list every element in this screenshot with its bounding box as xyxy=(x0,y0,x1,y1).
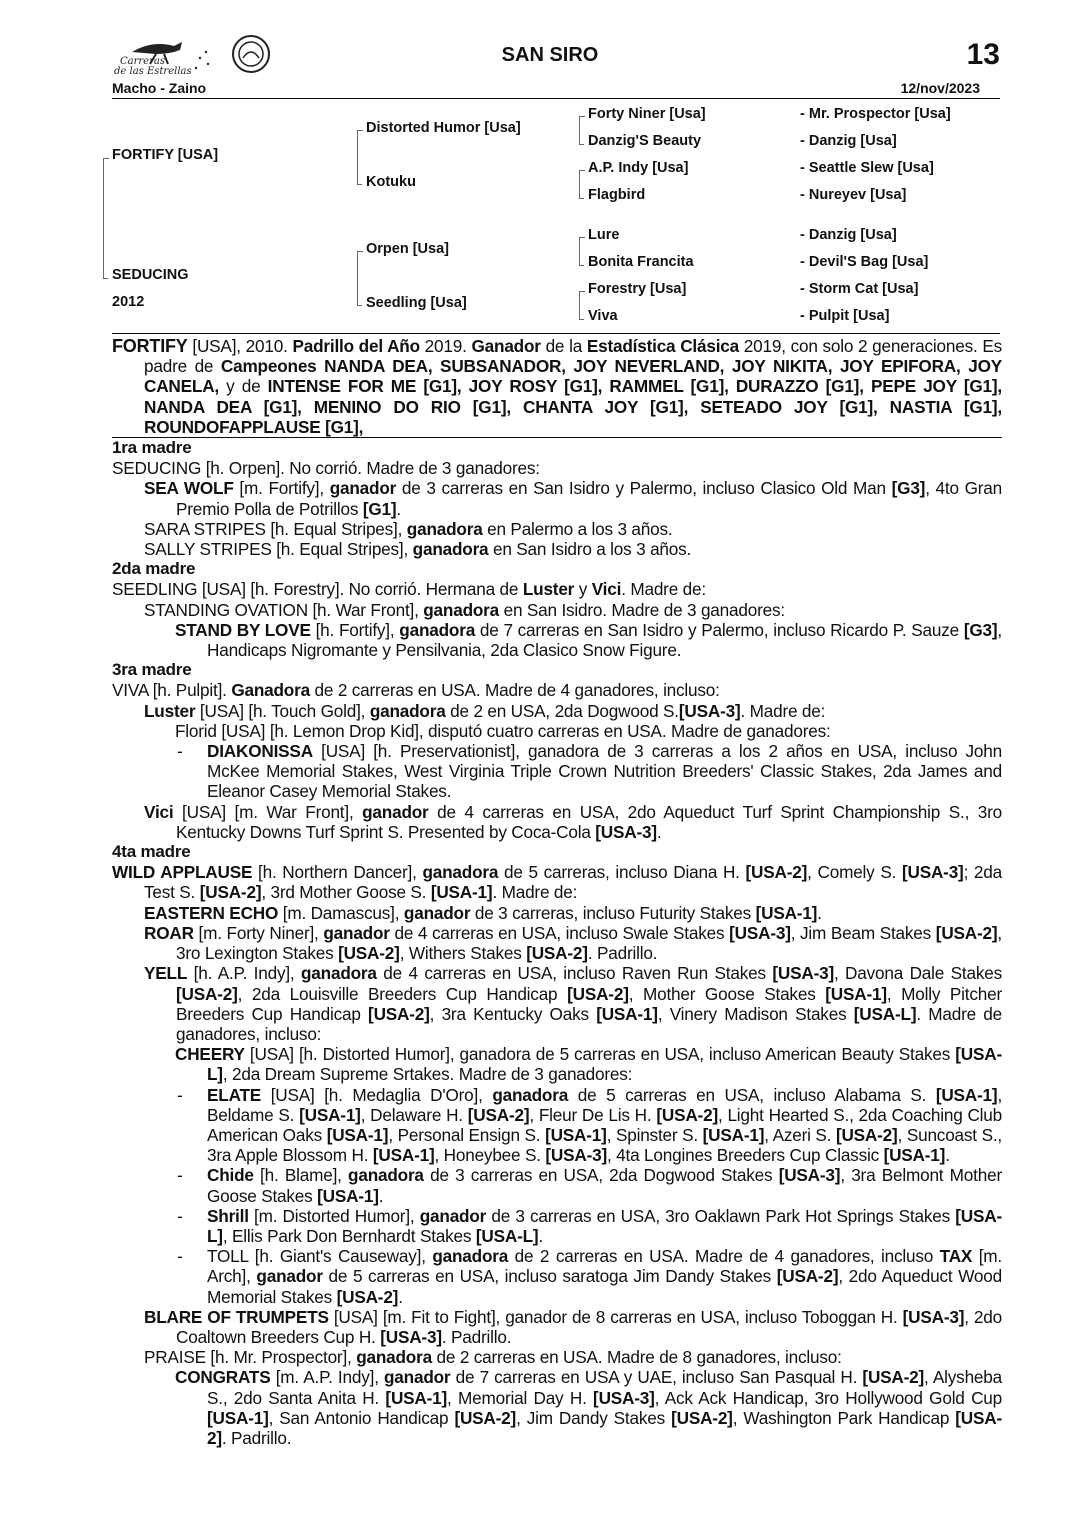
m4-entry xyxy=(144,903,1002,923)
m1-a-name: SEA WOLF xyxy=(144,478,234,499)
m1-a-t1: [m. Fortify], xyxy=(233,478,330,499)
gen2-bracket-2 xyxy=(357,251,363,306)
m3-d-t2: de 4 carreras en USA, 2do Aqueduct Turf Sprint Championship S., 3ro Kentucky Downs Turf Sprint S. Presented by Coca-Cola xyxy=(176,801,1002,842)
m3-entry xyxy=(175,721,1002,741)
m4-e-t1: [USA] [h. Medaglia D'Oro], xyxy=(261,1084,493,1105)
m4-i-t2: , 2do Coaltown Breeders Cup H. xyxy=(176,1306,1002,1347)
st-b1: Padrillo del Año xyxy=(292,336,420,356)
m3-a-t1: [USA] [h. Touch Gold], xyxy=(195,700,370,721)
page-title: SAN SIRO xyxy=(501,44,599,66)
pedigree-rule xyxy=(112,333,1000,334)
sex-color: Macho - Zaino xyxy=(112,80,207,96)
m3-entry xyxy=(144,802,1002,842)
list-dash: - xyxy=(177,1205,183,1226)
m4-a-name: EASTERN ECHO xyxy=(144,902,279,923)
m4-f-g1: [USA-3] xyxy=(778,1165,841,1186)
m4-d-name: CHEERY xyxy=(175,1044,245,1065)
list-dash: - xyxy=(177,1246,183,1267)
m4-i-g1: [USA-3] xyxy=(902,1306,965,1327)
sire-summary-name: FORTIFY xyxy=(112,336,188,356)
m4-c-g7: [USA-L] xyxy=(853,1003,917,1024)
m4-entry xyxy=(144,963,1002,1044)
m4-l0-b1: ganadora xyxy=(422,862,499,883)
m4-e-g7: [USA-1] xyxy=(702,1124,765,1145)
m4-e-t4: , Delaware H. xyxy=(360,1104,468,1125)
gen3-8: Viva xyxy=(588,308,618,324)
m4-l0-t3: , Comely S. xyxy=(807,862,902,883)
gen3-2: Danzig'S Beauty xyxy=(588,133,702,149)
gen2-tick-2 xyxy=(357,305,362,306)
m1-b-t1: SARA STRIPES [h. Equal Stripes], xyxy=(144,518,407,539)
m4-c-name: YELL xyxy=(144,963,188,984)
m4-f-g2: [USA-1] xyxy=(317,1185,379,1206)
m1-a-b1: ganador xyxy=(329,478,397,499)
m4-b-g4: [USA-2] xyxy=(526,943,588,964)
m4-f-t3: , 3ra Belmont Mother Goose Stakes xyxy=(207,1165,1002,1206)
m4-e-t8: , Spinster S. xyxy=(606,1124,703,1145)
st-b2: Ganador xyxy=(471,336,541,356)
m4-e-t13: . xyxy=(945,1145,950,1166)
gen1-bracket xyxy=(103,158,109,279)
m1-c-b1: ganadora xyxy=(412,539,489,560)
catalog-body xyxy=(112,336,1002,1448)
m4-entry xyxy=(144,923,1002,963)
m3-a-t2: de 2 en USA, 2da Dogwood S. xyxy=(445,700,679,721)
m4-j-t2: de 2 carreras en USA. Madre de 8 ganadores, incluso: xyxy=(431,1347,842,1368)
logo-graphic xyxy=(112,34,282,78)
m4-l0-t1: [h. Northern Dancer], xyxy=(252,862,423,883)
m4-e-t6: , Light Hearted S., 2da Coaching Club American Oaks xyxy=(207,1104,1002,1145)
m4-e-t9: , Azeri S. xyxy=(764,1124,836,1145)
dam-year: 2012 xyxy=(112,294,145,310)
gen4-6-label: Devil'S Bag [Usa] xyxy=(808,254,929,270)
m1-a-t4: . xyxy=(396,498,401,519)
m4-f-t1: [h. Blame], xyxy=(253,1165,349,1186)
list-dash: - xyxy=(177,1084,183,1105)
gen4-7-label: Storm Cat [Usa] xyxy=(808,281,919,297)
sire-name: FORTIFY [USA] xyxy=(112,147,219,163)
m1-a-g1: [G3] xyxy=(891,478,926,499)
m4-k-t2: de 7 carreras en USA y UAE, incluso San Pasqual H. xyxy=(450,1367,863,1388)
m4-b-t6: . Padrillo. xyxy=(587,943,658,964)
m4-e-g6: [USA-1] xyxy=(545,1124,607,1145)
m3-d-t1: [USA] [m. War Front], xyxy=(173,801,363,822)
gen3-tick-3 xyxy=(579,265,584,266)
gen4-5: - Danzig [Usa] xyxy=(800,227,897,243)
m4-l0-t6: . Madre de: xyxy=(492,882,578,903)
m4-i-t1: [USA] [m. Fit to Fight], ganador de 8 carreras en USA, incluso Toboggan H. xyxy=(328,1306,903,1327)
m4-l0-t2: de 5 carreras, incluso Diana H. xyxy=(498,862,746,883)
m4-a-t3: . xyxy=(817,902,822,923)
m4-e-g10: [USA-3] xyxy=(545,1145,608,1166)
m4-e-g2: [USA-1] xyxy=(299,1104,361,1125)
gen4-4-label: Nureyev [Usa] xyxy=(808,187,907,203)
m4-g-t3: , Ellis Park Don Bernhardt Stakes xyxy=(222,1225,476,1246)
gen2-tick-1 xyxy=(357,184,362,185)
m4-entry xyxy=(144,1307,1002,1347)
m4-j-b1: ganadora xyxy=(356,1347,432,1368)
m4-i-name: BLARE OF TRUMPETS xyxy=(144,1306,329,1327)
m4-k-t8: , Washington Park Handicap xyxy=(732,1407,956,1428)
m4-entry xyxy=(175,1206,1002,1246)
m4-e-b1: ganadora xyxy=(492,1084,569,1105)
m4-l0-t4: ; 2da Test S. xyxy=(144,862,1003,903)
m4-g-name: Shrill xyxy=(207,1205,249,1226)
sire-sire: Distorted Humor [Usa] xyxy=(366,120,521,136)
m4-d-t2: , 2da Dream Supreme Srtakes. Madre de 3 ganadores: xyxy=(222,1064,633,1085)
m4-a-g1: [USA-1] xyxy=(755,902,818,923)
m4-h-t5: , 2do Aqueduct Wood Memorial Stakes xyxy=(207,1266,1002,1307)
gen4-6: - Devil'S Bag [Usa] xyxy=(800,254,929,270)
m4-k-g3: [USA-3] xyxy=(593,1387,655,1408)
m4-b-t4: , 3ro Lexington Stakes xyxy=(176,922,1002,964)
m4-k-b1: ganador xyxy=(384,1367,451,1388)
m4-f-t4: . xyxy=(378,1185,384,1206)
gen4-4: - Nureyev [Usa] xyxy=(800,187,907,203)
m4-h-t1: TOLL [h. Giant's Causeway], xyxy=(207,1246,433,1267)
m4-c-t5: , Mother Goose Stakes xyxy=(628,983,826,1004)
m4-k-g6: [USA-2] xyxy=(671,1407,733,1428)
m3-l0-t2: de 2 carreras en USA. Madre de 4 ganadores, incluso: xyxy=(309,680,720,701)
gen3-bracket-1 xyxy=(579,116,585,145)
m4-k-g1: [USA-2] xyxy=(862,1367,925,1388)
m2-b-t1: [h. Fortify], xyxy=(310,619,400,640)
m4-c-t6: , Molly Pitcher Breeders Cup Handicap xyxy=(176,983,1003,1024)
m4-e-g11: [USA-1] xyxy=(883,1145,946,1166)
m3-l0-b1: Ganadora xyxy=(231,680,310,701)
m4-g-t4: . xyxy=(538,1225,544,1246)
m4-e-t10: , Suncoast S., 3ra Apple Blossom H. xyxy=(207,1124,1002,1166)
m1-a-g2: [G1] xyxy=(362,498,397,519)
m4-l0-name: WILD APPLAUSE xyxy=(112,862,253,883)
m4-c-t3: , Davona Dale Stakes xyxy=(833,963,1002,984)
m1-entry xyxy=(144,519,1002,539)
m4-f-t2: de 3 carreras en USA, 2da Dogwood Stakes xyxy=(423,1165,779,1186)
m2-b-t2: de 7 carreras en San Isidro y Palermo, incluso Ricardo P. Sauze xyxy=(475,619,964,640)
m4-e-g1: [USA-1] xyxy=(935,1084,998,1105)
m4-e-g5: [USA-1] xyxy=(326,1124,389,1145)
gen3-1: Forty Niner [Usa] xyxy=(588,106,706,122)
gen4-3-label: Seattle Slew [Usa] xyxy=(808,160,934,176)
m3-d-t3: . xyxy=(656,821,662,842)
m4-e-t12: , 4ta Longines Breeders Cup Classic xyxy=(607,1145,884,1166)
m4-h-g1: [USA-2] xyxy=(776,1266,839,1287)
m4-b-g3: [USA-2] xyxy=(338,943,400,964)
m4-h-b3: ganador xyxy=(256,1266,323,1287)
sire-dam: Kotuku xyxy=(366,174,416,190)
m2-a-b1: ganadora xyxy=(423,599,500,620)
m2-a-t1: STANDING OVATION [h. War Front], xyxy=(144,599,424,620)
m4-a-b1: ganador xyxy=(403,902,471,923)
gen3-5: Lure xyxy=(588,227,620,243)
m4-c-t8: , Vinery Madison Stakes xyxy=(657,1003,854,1024)
m4-e-t5: , Fleur De Lis H. xyxy=(529,1104,657,1125)
m1-line: SEDUCING [h. Orpen]. No corrió. Madre de 3 ganadores: xyxy=(112,458,540,479)
m4-g-t1: [m. Distorted Humor], xyxy=(248,1205,420,1226)
m4-b-t3: , Jim Beam Stakes xyxy=(790,922,936,943)
brand-logo xyxy=(112,34,282,78)
m4-entry xyxy=(175,1165,1002,1205)
m2-entry xyxy=(144,600,1002,620)
m3-c-t1: [USA] [h. Preservationist], ganadora de 3 carreras a los 2 años en USA, incluso John McKee Memorial Stakes, West Virginia Triple Crown Nutrition Breeders' Classic Stakes, 2da James and Eleanor Casey Memorial Stakes. xyxy=(207,741,1002,802)
m2-b-t3: , Handicaps Nigromante y Pensilvania, 2da Clasico Snow Figure. xyxy=(207,619,1002,661)
m4-k-g5: [USA-2] xyxy=(454,1407,517,1428)
m4-c-g2: [USA-2] xyxy=(176,983,238,1004)
m3-a-g1: [USA-3] xyxy=(678,700,741,721)
m2-entry xyxy=(175,620,1002,660)
m4-e-name: ELATE xyxy=(207,1084,262,1105)
m1-a-t3: , 4to Gran Premio Polla de Potrillos xyxy=(176,478,1002,519)
m4-i-t3: . Padrillo. xyxy=(441,1326,512,1347)
m2-l0-b1: Luster xyxy=(522,579,575,600)
section-heading-2: 2da madre xyxy=(112,559,196,579)
st-b6: INTENSE FOR ME [G1], JOY ROSY [G1], RAMMEL [G1], DURAZZO [G1], PEPE JOY [G1], NANDA DEA [G1], MENINO DO RIO [G1], CHANTA JOY [G1], SETEADO JOY [G1], NASTIA [G1], ROUNDOFAPPLAUSE [G1], xyxy=(144,376,1003,437)
st-t1: [USA], 2010. xyxy=(187,336,293,356)
gen4-3: - Seattle Slew [Usa] xyxy=(800,160,934,176)
m4-e-g3: [USA-2] xyxy=(467,1104,530,1125)
m4-g-t2: de 3 carreras en USA, 3ro Oaklawn Park Hot Springs Stakes xyxy=(486,1205,956,1226)
m1-entry xyxy=(144,478,1002,518)
gen1-tick xyxy=(103,278,108,279)
m3-d-g1: [USA-3] xyxy=(595,821,657,842)
m4-b-t5: , Withers Stakes xyxy=(399,943,527,964)
gen4-1: - Mr. Prospector [Usa] xyxy=(800,106,951,122)
m3-a-t3: . Madre de: xyxy=(740,700,826,721)
m4-g-b1: ganador xyxy=(419,1205,487,1226)
st-t4: 2019, con solo 2 generaciones. Es padre de xyxy=(144,336,1003,377)
m4-l0-t5: , 3rd Mother Goose S. xyxy=(261,882,431,903)
m2-l0-b2: Vici xyxy=(591,579,622,600)
m4-b-g1: [USA-3] xyxy=(729,922,791,943)
m4-entry xyxy=(175,1367,1002,1448)
list-dash: - xyxy=(177,741,183,762)
m4-k-g4: [USA-1] xyxy=(207,1407,269,1428)
m4-c-g1: [USA-3] xyxy=(772,963,834,984)
m4-k-t7: , Jim Dandy Stakes xyxy=(516,1407,672,1428)
st-t2: 2019. xyxy=(419,336,472,356)
m4-c-b1: ganadora xyxy=(301,963,377,984)
m4-k-t4: , Memorial Day H. xyxy=(447,1387,594,1408)
st-t5: y de xyxy=(219,376,268,397)
m4-c-t4: , 2da Louisville Breeders Cup Handicap xyxy=(237,983,568,1004)
m4-d-g1: [USA-L] xyxy=(207,1044,1002,1085)
gen3-6: Bonita Francita xyxy=(588,254,694,270)
gen4-7: - Storm Cat [Usa] xyxy=(800,281,919,297)
m4-c-g6: [USA-1] xyxy=(596,1003,658,1024)
m4-g-g2: [USA-L] xyxy=(475,1225,539,1246)
m2-l0-t2: y xyxy=(574,579,592,600)
m2-line xyxy=(112,579,1002,599)
m3-l0-t1: VIVA [h. Pulpit]. xyxy=(112,680,232,701)
gen3-bracket-2 xyxy=(579,170,585,199)
m3-entry xyxy=(175,741,1002,802)
section-heading-1: 1ra madre xyxy=(112,438,192,458)
m1-b-t2: en Palermo a los 3 años. xyxy=(482,518,673,539)
m4-entry xyxy=(144,1347,1002,1367)
gen4-1-label: Mr. Prospector [Usa] xyxy=(808,106,951,122)
m4-k-g2: [USA-1] xyxy=(385,1387,448,1408)
gen4-2: - Danzig [Usa] xyxy=(800,133,897,149)
m4-e-g8: [USA-2] xyxy=(835,1124,898,1145)
m4-entry xyxy=(175,1246,1002,1307)
m3-entry xyxy=(144,701,1002,721)
svg-text:de las Estrellas: de las Estrellas xyxy=(114,66,192,77)
list-dash: - xyxy=(177,1165,183,1186)
m3-d-name: Vici xyxy=(144,801,174,822)
m4-c-t2: de 4 carreras en USA, incluso Raven Run Stakes xyxy=(376,963,773,984)
gen3-4: Flagbird xyxy=(588,187,646,203)
m4-h-t3: [m. Arch], xyxy=(207,1246,1002,1287)
m4-g-g1: [USA-L] xyxy=(207,1205,1002,1246)
m4-d-t1: [USA] [h. Distorted Humor], ganadora de 5 carreras en USA, incluso American Beauty Stakes xyxy=(244,1044,956,1065)
m4-h-t4: de 5 carreras en USA, incluso saratoga Jim Dandy Stakes xyxy=(322,1266,777,1287)
header-rule xyxy=(112,98,1000,99)
m2-l0-t1: SEEDLING [USA] [h. Forestry]. No corrió. Hermana de xyxy=(112,579,523,600)
m4-l0-g3: [USA-2] xyxy=(199,882,262,903)
section-heading-4: 4ta madre xyxy=(112,842,191,862)
m1-c-t1: SALLY STRIPES [h. Equal Stripes], xyxy=(144,539,413,560)
m4-h-b2: TAX xyxy=(939,1246,973,1267)
gen3-bracket-3 xyxy=(579,237,585,266)
m2-b-g1: [G3] xyxy=(963,619,998,640)
section-heading-3: 3ra madre xyxy=(112,660,192,680)
m4-entry xyxy=(175,1044,1002,1084)
m4-k-t1: [m. A.P. Indy], xyxy=(270,1367,384,1388)
m4-k-g7: [USA-2] xyxy=(207,1407,1002,1448)
m4-line xyxy=(112,862,1002,902)
m4-c-g4: [USA-1] xyxy=(825,983,887,1004)
m4-i-g2: [USA-3] xyxy=(380,1326,442,1347)
m4-j-t1: PRAISE [h. Mr. Prospector], xyxy=(144,1347,357,1368)
gen2-bracket-1 xyxy=(357,130,363,185)
gen4-8: - Pulpit [Usa] xyxy=(800,308,890,324)
m4-entry xyxy=(175,1085,1002,1166)
m4-e-t7: , Personal Ensign S. xyxy=(388,1124,546,1145)
m4-e-t2: de 5 carreras en USA, incluso Alabama S. xyxy=(568,1084,936,1105)
m4-k-t9: . Padrillo. xyxy=(221,1427,292,1448)
m4-l0-g4: [USA-1] xyxy=(430,882,493,903)
gen3-bracket-4 xyxy=(579,291,585,320)
m3-d-b1: ganador xyxy=(362,801,429,822)
m2-a-t2: en San Isidro. Madre de 3 ganadores: xyxy=(499,599,785,620)
gen3-tick-4 xyxy=(579,319,584,320)
dam-dam: Seedling [Usa] xyxy=(366,295,467,311)
m4-e-t3: , Beldame S. xyxy=(207,1084,1003,1125)
m4-c-g3: [USA-2] xyxy=(567,983,629,1004)
m4-b-t1: [m. Forty Niner], xyxy=(193,922,324,943)
m1-a-t2: de 3 carreras en San Isidro y Palermo, incluso Clasico Old Man xyxy=(396,478,892,499)
gen3-tick-2 xyxy=(579,198,584,199)
m4-c-g5: [USA-2] xyxy=(368,1003,430,1024)
m4-h-t6: . xyxy=(398,1286,403,1307)
lot-number: 13 xyxy=(966,38,1000,71)
gen3-tick-1 xyxy=(579,144,584,145)
m4-b-b1: ganador xyxy=(323,922,390,943)
m4-e-t11: , Honeybee S. xyxy=(434,1145,546,1166)
m4-f-name: Chide xyxy=(207,1165,254,1186)
m4-e-g4: [USA-2] xyxy=(656,1104,718,1125)
m1-c-t2: en San Isidro a los 3 años. xyxy=(488,539,692,560)
m2-b-name: STAND BY LOVE xyxy=(175,619,311,640)
m4-k-name: CONGRATS xyxy=(175,1367,271,1388)
m4-h-t2: de 2 carreras en USA. Madre de 4 ganadores, incluso xyxy=(508,1246,940,1267)
gen4-8-label: Pulpit [Usa] xyxy=(808,308,890,324)
gen4-5-label: Danzig [Usa] xyxy=(808,227,897,243)
st-b3: Estadística Clásica xyxy=(586,336,740,356)
st-b5: NANDA DEA, SUBSANADOR, JOY NEVERLAND, JOY NIKITA, JOY EPIFORA, JOY CANELA, xyxy=(144,356,1003,397)
m4-c-t7: , 3ra Kentucky Oaks xyxy=(429,1003,597,1024)
m4-a-t2: de 3 carreras, incluso Futurity Stakes xyxy=(470,902,756,923)
m3-c-name: DIAKONISSA xyxy=(207,741,313,762)
gen3-7: Forestry [Usa] xyxy=(588,281,687,297)
m4-k-t5: , Ack Ack Handicap, 3ro Hollywood Gold Cup xyxy=(654,1387,1002,1408)
m4-c-t1: [h. A.P. Indy], xyxy=(187,963,301,984)
m4-b-t2: de 4 carreras en USA, incluso Swale Stakes xyxy=(389,922,730,943)
m3-line xyxy=(112,680,1002,700)
m3-b-t1: Florid [USA] [h. Lemon Drop Kid], disputó cuatro carreras en USA. Madre de ganadores: xyxy=(175,720,831,741)
m2-b-b1: ganadora xyxy=(399,619,476,640)
m4-k-t6: , San Antonio Handicap xyxy=(268,1407,455,1428)
m4-l0-g1: [USA-2] xyxy=(745,862,808,883)
m2-l0-t3: . Madre de: xyxy=(621,579,706,600)
st-t3: de la xyxy=(540,336,587,356)
sire-summary xyxy=(112,336,1002,437)
st-b4: Campeones xyxy=(220,356,317,377)
m3-a-name: Luster xyxy=(144,700,196,721)
m3-a-b1: ganadora xyxy=(369,700,446,721)
m4-b-name: ROAR xyxy=(144,922,194,943)
m4-a-t1: [m. Damascus], xyxy=(278,902,404,923)
m4-k-t3: , Alysheba S., 2do Santa Anita H. xyxy=(207,1367,1003,1408)
gen4-2-label: Danzig [Usa] xyxy=(808,133,897,149)
m4-c-t9: . Madre de ganadores, incluso: xyxy=(176,1003,1002,1044)
m4-e-g9: [USA-1] xyxy=(372,1145,435,1166)
m4-l0-g2: [USA-3] xyxy=(901,862,964,883)
m1-b-b1: ganadora xyxy=(406,518,483,539)
dam-sire: Orpen [Usa] xyxy=(366,241,449,257)
dam-name: SEDUCING xyxy=(112,267,189,283)
sale-date: 12/nov/2023 xyxy=(900,80,980,96)
m4-h-g2: [USA-2] xyxy=(336,1286,399,1307)
m4-f-b1: ganadora xyxy=(348,1165,424,1186)
gen3-3: A.P. Indy [Usa] xyxy=(588,160,689,176)
m1-entry xyxy=(144,539,1002,559)
m4-h-b1: ganadora xyxy=(432,1246,509,1267)
m4-b-g2: [USA-2] xyxy=(935,922,998,943)
svg-text:Carreras: Carreras xyxy=(120,56,165,67)
